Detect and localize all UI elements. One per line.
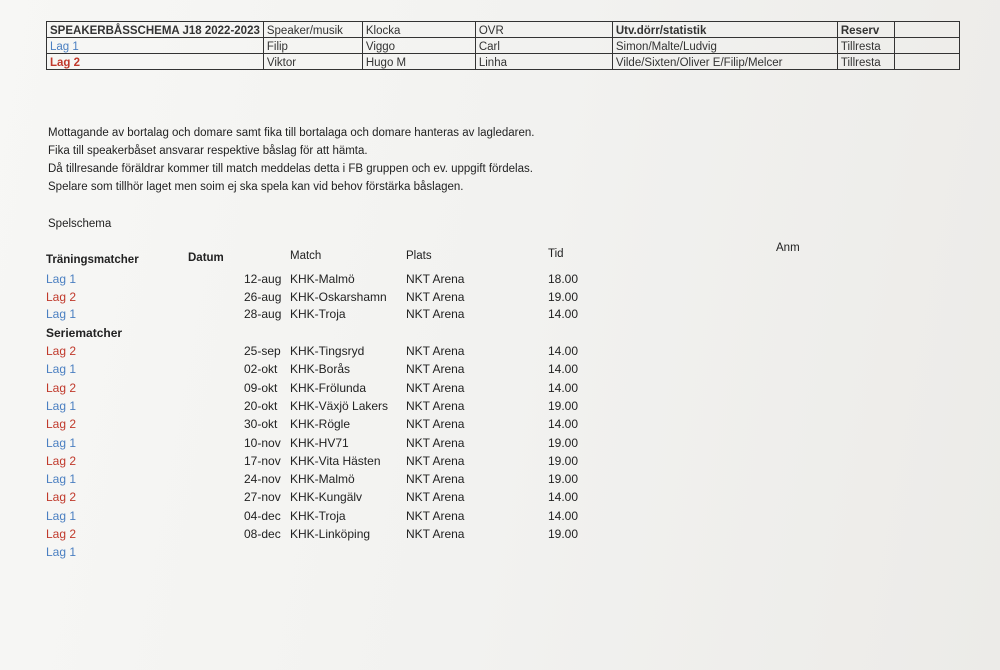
venue-cell: NKT Arena [406, 344, 465, 358]
time-cell: 19.00 [548, 398, 579, 413]
schedule-row [0, 490, 1000, 508]
date-cell: 09-okt [244, 380, 278, 395]
anm-header: Anm [776, 242, 800, 254]
schedule-row [0, 417, 1000, 435]
schedule-row [0, 509, 1000, 527]
note-line: Mottagande av bortalag och domare samt fika till bortalaga och domare hanteras av lagledaren. [48, 127, 535, 139]
schedule-row [0, 454, 1000, 472]
date-cell: 28-aug [244, 307, 282, 321]
training-section-title: Träningsmatcher [46, 254, 139, 266]
team-label: Lag 2 [46, 453, 77, 468]
match-cell: KHK-Oskarshamn [290, 289, 387, 304]
match-cell: KHK-Malmö [290, 472, 355, 487]
team-label: Lag 1 [46, 307, 77, 321]
venue-cell: NKT Arena [406, 472, 465, 487]
date-cell: 24-nov [244, 472, 281, 487]
venue-cell: NKT Arena [406, 380, 465, 395]
table-header-row [47, 22, 960, 38]
team-label: Lag 2 [46, 380, 77, 395]
venue-cell: NKT Arena [406, 362, 465, 377]
schedule-row [0, 472, 1000, 490]
notes-block [48, 124, 534, 196]
table-cell: Hugo M [362, 54, 475, 70]
column-header: OVR [475, 22, 612, 38]
time-cell: 14.00 [548, 380, 579, 395]
team-label: Lag 1 [46, 545, 77, 560]
table-cell [894, 54, 959, 70]
column-header [894, 22, 959, 38]
team-label: Lag 1 [47, 38, 264, 54]
date-cell: 17-nov [244, 453, 281, 468]
venue-cell: NKT Arena [406, 435, 465, 450]
venue-cell: NKT Arena [406, 453, 465, 468]
tid-header: Tid [548, 248, 564, 260]
table-cell: Viggo [362, 38, 475, 54]
plats-header: Plats [406, 250, 432, 262]
team-label: Lag 1 [46, 398, 77, 413]
schedule-row [0, 436, 1000, 454]
time-cell: 14.00 [548, 508, 579, 523]
time-cell: 14.00 [548, 362, 579, 377]
table-row [47, 54, 960, 70]
note-line: Spelare som tillhör laget men soim ej ska spela kan vid behov förstärka båslagen. [48, 181, 464, 193]
match-cell: KHK-Linköping [290, 527, 371, 541]
team-label: Lag 2 [46, 490, 77, 505]
venue-cell: NKT Arena [406, 272, 465, 286]
time-cell: 19.00 [548, 289, 579, 304]
note-line: Då tillresande föräldrar kommer till match meddelas detta i FB gruppen och ev. uppgift fördelas. [48, 163, 533, 175]
team-label: Lag 1 [46, 472, 77, 487]
match-cell: KHK-Vita Hästen [290, 453, 381, 468]
series-section-title: Seriematcher [46, 326, 123, 340]
time-cell: 19.00 [548, 472, 579, 487]
team-label: Lag 1 [46, 362, 77, 377]
schedule-row [0, 307, 1000, 325]
table-cell: Simon/Malte/Ludvig [612, 38, 837, 54]
match-cell: KHK-Tingsryd [290, 344, 365, 358]
venue-cell: NKT Arena [406, 289, 465, 304]
date-cell: 25-sep [244, 344, 281, 358]
date-cell: 04-dec [244, 508, 281, 523]
date-cell: 27-nov [244, 490, 281, 505]
time-cell: 18.00 [548, 272, 579, 286]
time-cell: 19.00 [548, 435, 579, 450]
match-cell: KHK-HV71 [290, 435, 349, 450]
venue-cell: NKT Arena [406, 307, 465, 321]
venue-cell: NKT Arena [406, 508, 465, 523]
schedule-row [0, 527, 1000, 545]
schedule-row [0, 545, 1000, 563]
datum-header: Datum [188, 252, 224, 264]
column-header: Utv.dörr/statistik [612, 22, 837, 38]
time-cell: 19.00 [548, 527, 579, 541]
team-label: Lag 2 [46, 527, 77, 541]
match-cell: KHK-Rögle [290, 417, 351, 432]
date-cell: 20-okt [244, 398, 278, 413]
venue-cell: NKT Arena [406, 490, 465, 505]
match-cell: KHK-Växjö Lakers [290, 398, 389, 413]
date-cell: 02-okt [244, 362, 278, 377]
venue-cell: NKT Arena [406, 527, 465, 541]
table-title: SPEAKERBÅSSCHEMA J18 2022-2023 [47, 22, 264, 38]
table-cell: Carl [475, 38, 612, 54]
table-cell: Linha [475, 54, 612, 70]
table-cell: Vilde/Sixten/Oliver E/Filip/Melcer [612, 54, 837, 70]
time-cell: 14.00 [548, 344, 579, 358]
date-cell: 30-okt [244, 417, 278, 432]
team-label: Lag 2 [46, 289, 77, 304]
match-cell: KHK-Kungälv [290, 490, 363, 505]
date-cell: 08-dec [244, 527, 281, 541]
table-cell: Tillresta [837, 54, 894, 70]
match-cell: KHK-Frölunda [290, 380, 367, 395]
column-header: Speaker/musik [263, 22, 362, 38]
schedule-row [0, 272, 1000, 290]
venue-cell: NKT Arena [406, 398, 465, 413]
date-cell: 10-nov [244, 435, 281, 450]
time-cell: 14.00 [548, 417, 579, 432]
column-header: Klocka [362, 22, 475, 38]
team-label: Lag 2 [47, 54, 264, 70]
team-label: Lag 1 [46, 508, 77, 523]
schedule-row [0, 344, 1000, 362]
table-cell: Tillresta [837, 38, 894, 54]
column-header: Reserv [837, 22, 894, 38]
date-cell: 12-aug [244, 272, 282, 286]
schedule-row [0, 290, 1000, 308]
venue-cell: NKT Arena [406, 417, 465, 432]
team-label: Lag 1 [46, 272, 77, 286]
time-cell: 19.00 [548, 453, 579, 468]
team-label: Lag 1 [46, 435, 77, 450]
time-cell: 14.00 [548, 490, 579, 505]
match-cell: KHK-Malmö [290, 272, 355, 286]
date-cell: 26-aug [244, 289, 282, 304]
table-row [47, 38, 960, 54]
team-label: Lag 2 [46, 417, 77, 432]
match-cell: KHK-Borås [290, 362, 351, 377]
match-header: Match [290, 250, 322, 262]
table-cell [894, 38, 959, 54]
speaker-schedule-table [46, 21, 960, 70]
time-cell: 14.00 [548, 307, 579, 321]
match-cell: KHK-Troja [290, 307, 346, 321]
schedule-row [0, 399, 1000, 417]
note-line: Fika till speakerbåset ansvarar respektive båslag för att hämta. [48, 145, 368, 157]
schedule-row [0, 362, 1000, 380]
team-label: Lag 2 [46, 344, 77, 358]
schedule-title: Spelschema [48, 218, 112, 230]
table-cell: Viktor [263, 54, 362, 70]
match-cell: KHK-Troja [290, 508, 346, 523]
table-cell: Filip [263, 38, 362, 54]
schedule-row [0, 381, 1000, 399]
